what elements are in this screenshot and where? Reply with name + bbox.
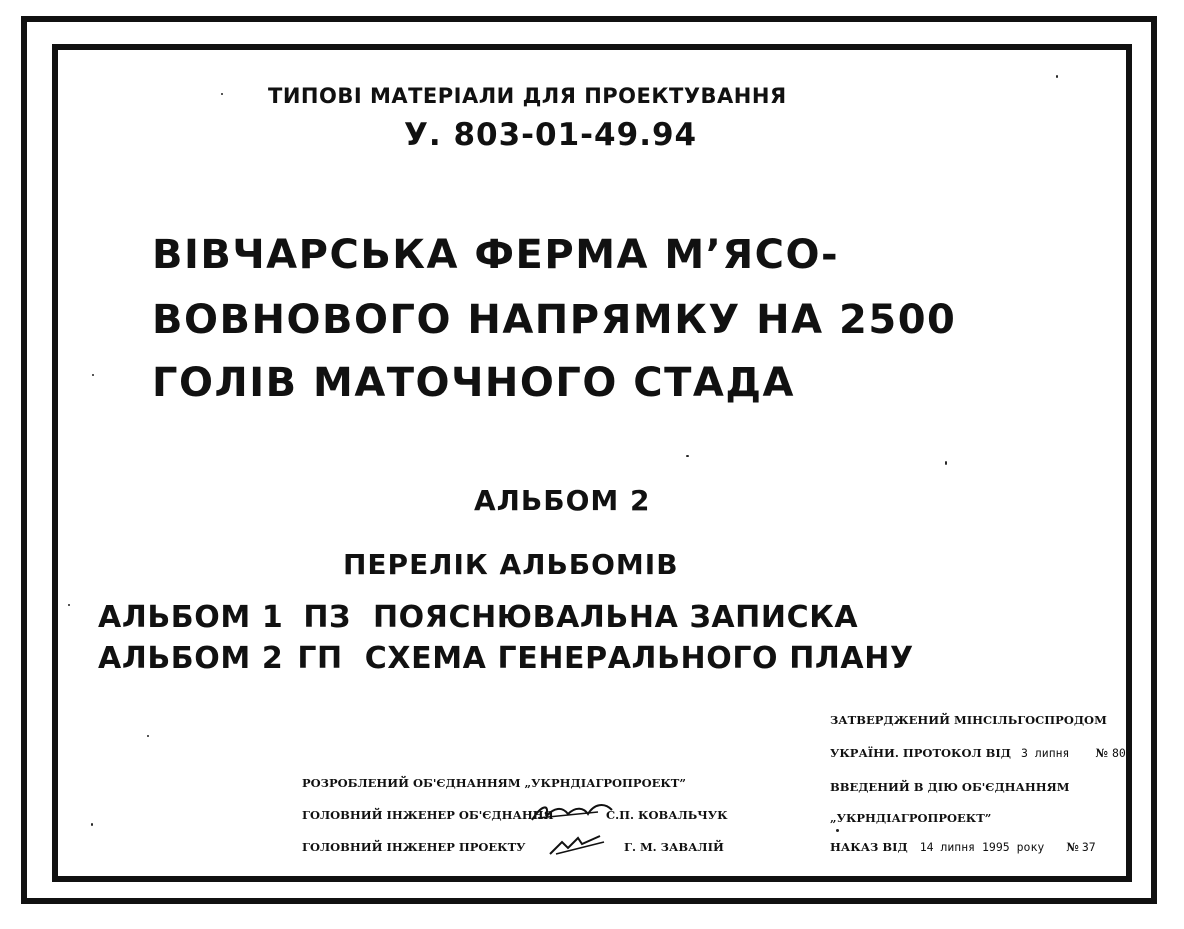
album-code: ГП bbox=[297, 641, 343, 676]
albums-list-heading: ПЕРЕЛІК АЛЬБОМІВ bbox=[343, 548, 679, 581]
approval-line-1: ЗАТВЕРДЖЕНИЙ МІНСІЛЬГОСПРОДОМ bbox=[830, 713, 1107, 727]
album-number: АЛЬБОМ 1 bbox=[98, 600, 284, 635]
album-title: ПОЯСНЮВАЛЬНА ЗАПИСКА bbox=[372, 600, 859, 635]
approval-protocol-no-label: № bbox=[1095, 746, 1108, 760]
approval-line-3: ВВЕДЕНИЙ В ДІЮ ОБ'ЄДНАННЯМ bbox=[830, 780, 1070, 794]
approval-line-4: „УКРНДІАГРОПРОЕКТ” bbox=[830, 811, 992, 825]
scan-speck bbox=[147, 735, 149, 737]
approval-line-2 bbox=[830, 746, 1126, 760]
approval-line-5 bbox=[830, 840, 1096, 854]
developer-line: РОЗРОБЛЕНИЙ ОБ'ЄДНАННЯМ „УКРНДІАГРОПРОЕКТ” bbox=[302, 776, 686, 790]
signature-kovalchuk bbox=[528, 800, 618, 826]
scan-speck bbox=[1056, 75, 1058, 78]
order-date: 14 липня 1995 року bbox=[919, 840, 1045, 854]
order-no: 37 bbox=[1081, 840, 1096, 854]
approval-protocol-date: 3 липня bbox=[1021, 746, 1070, 760]
approval-protocol-text: УКРАЇНИ. ПРОТОКОЛ ВІД bbox=[830, 746, 1012, 760]
main-title-line-1: ВІВЧАРСЬКА ФЕРМА М’ЯСО- bbox=[152, 232, 840, 278]
series-title: ТИПОВІ МАТЕРІАЛИ ДЛЯ ПРОЕКТУВАННЯ bbox=[268, 84, 787, 108]
chief-engineer-association-label: ГОЛОВНИЙ ІНЖЕНЕР ОБ'ЄДНАННЯ bbox=[302, 808, 554, 822]
chief-engineer-project-name: Г. М. ЗАВАЛІЙ bbox=[624, 840, 724, 854]
scan-speck bbox=[92, 374, 94, 376]
order-no-label: № bbox=[1066, 840, 1079, 854]
scan-speck bbox=[91, 823, 93, 826]
order-text: НАКАЗ ВІД bbox=[830, 840, 908, 854]
album-code: ПЗ bbox=[303, 600, 351, 635]
signature-zavaliy bbox=[548, 832, 608, 858]
scan-speck bbox=[68, 604, 70, 606]
album-label: АЛЬБОМ 2 bbox=[474, 484, 651, 517]
main-title-line-2: ВОВНОВОГО НАПРЯМКУ НА 2500 bbox=[152, 297, 957, 343]
scan-speck bbox=[221, 93, 223, 95]
album-number: АЛЬБОМ 2 bbox=[98, 641, 284, 676]
scan-speck bbox=[686, 455, 689, 457]
album-title: СХЕМА ГЕНЕРАЛЬНОГО ПЛАНУ bbox=[364, 641, 914, 676]
albums-list-item bbox=[98, 600, 858, 635]
main-title-line-3: ГОЛІВ МАТОЧНОГО СТАДА bbox=[152, 360, 795, 406]
albums-list-item bbox=[98, 641, 914, 676]
chief-engineer-association-name: С.П. КОВАЛЬЧУК bbox=[606, 808, 728, 822]
scan-speck bbox=[836, 829, 839, 832]
approval-protocol-no: 80 bbox=[1111, 746, 1126, 760]
scan-speck bbox=[945, 461, 947, 465]
chief-engineer-project-label: ГОЛОВНИЙ ІНЖЕНЕР ПРОЕКТУ bbox=[302, 840, 526, 854]
series-code: У. 803-01-49.94 bbox=[404, 117, 698, 153]
